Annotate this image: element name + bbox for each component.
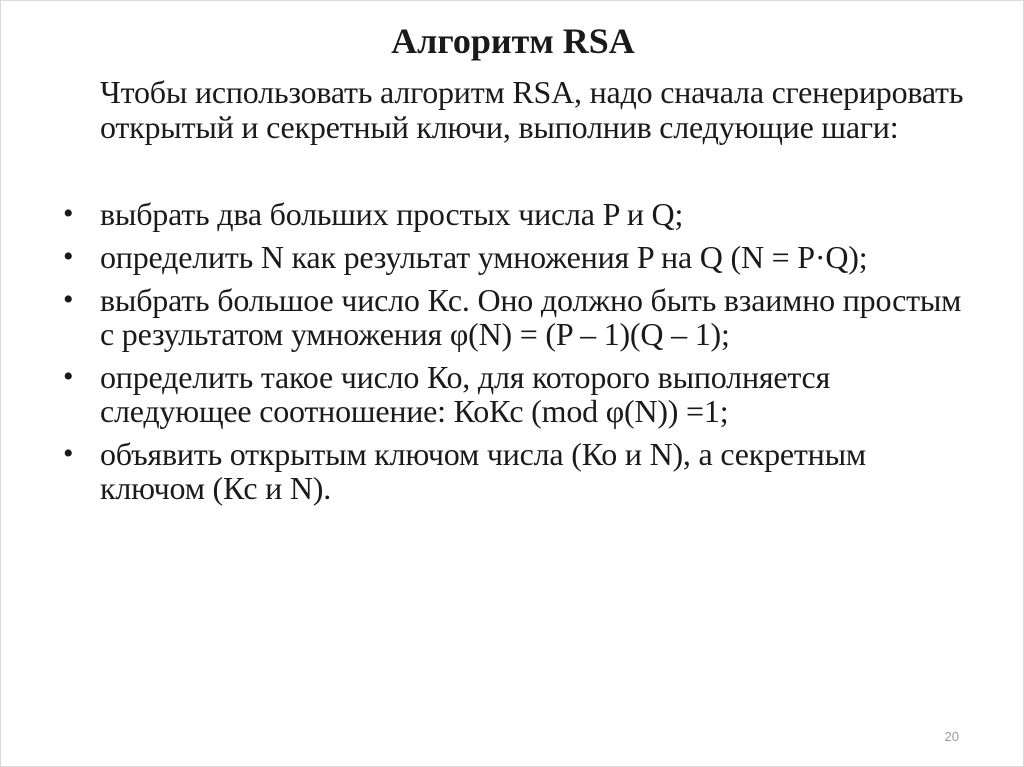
slide-title: Алгоритм RSA: [391, 21, 635, 61]
list-item-text: объявить открытым ключом числа (Ко и N), а секретным ключом (Кс и N).: [100, 436, 866, 506]
bullet-icon: •: [63, 360, 74, 393]
bullet-icon: •: [63, 437, 74, 470]
bullet-icon: •: [63, 240, 74, 273]
list-item-text: определить такое число Ко, для которого выполняется следующее соотношение: КоКс (mod φ(N)) =1;: [100, 359, 831, 429]
intro-paragraph: Чтобы использовать алгоритм RSA, надо сначала сгенерировать открытый и секретный ключи, выполнив следующие шаги:: [100, 74, 964, 145]
steps-list: [63, 197, 963, 514]
list-item: [63, 240, 963, 274]
list-item: [63, 283, 963, 351]
page-number: 20: [944, 729, 959, 744]
list-item-text: определить N как результат умножения P на Q (N = P·Q);: [100, 239, 868, 275]
list-item-text: выбрать два больших простых числа P и Q;: [100, 196, 684, 232]
list-item: [63, 360, 963, 428]
list-item-text: выбрать большое число Кс. Оно должно быть взаимно простым с результатом умножения φ(N) = (P – 1)(Q – 1);: [100, 282, 962, 352]
bullet-icon: •: [63, 283, 74, 316]
bullet-icon: •: [63, 197, 74, 230]
list-item: [63, 197, 963, 231]
list-item: [63, 437, 963, 505]
